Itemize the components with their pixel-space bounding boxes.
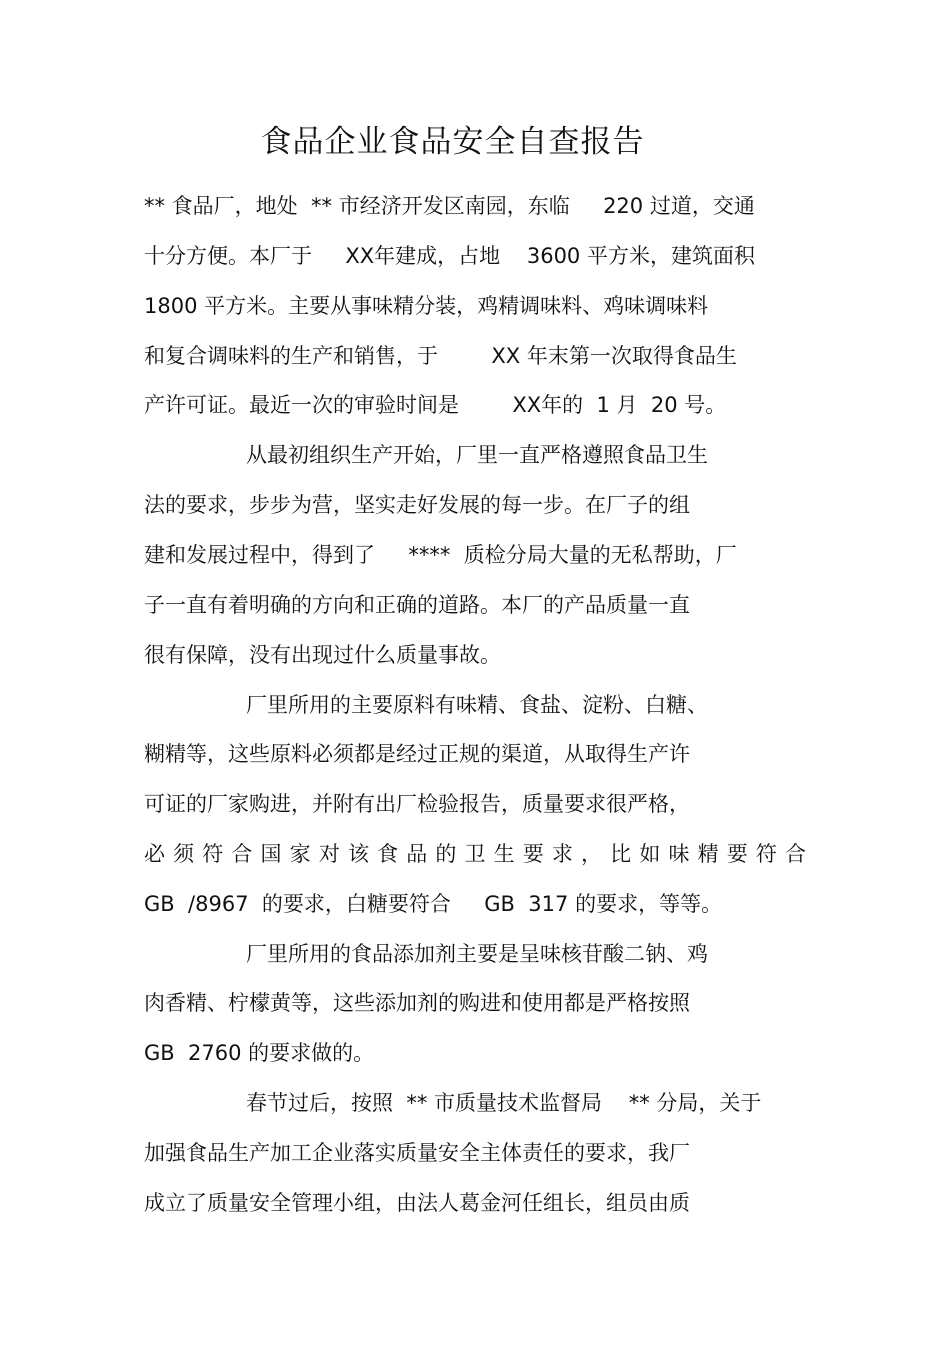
- paragraph-5-line-1: 春节过后，按照 ** 市质量技术监督局 ** 分局，关于: [246, 1091, 762, 1115]
- paragraph-4-line-3: GB 2760 的要求做的。: [144, 1041, 375, 1065]
- paragraph-3-line-4: 必须符合国家对该食品的卫生要求，比如味精要符合: [144, 842, 806, 866]
- paragraph-2-line-1: 从最初组织生产开始，厂里一直严格遵照食品卫生: [246, 443, 708, 467]
- paragraph-5-line-3: 成立了质量安全管理小组，由法人葛金河任组长，组员由质: [144, 1191, 690, 1215]
- paragraph-3-line-2: 糊精等，这些原料必须都是经过正规的渠道，从取得生产许: [144, 742, 690, 766]
- paragraph-1-line-5: 产许可证。最近一次的审验时间是 XX年的 1 月 20 号。: [144, 393, 727, 417]
- paragraph-1-line-3: 1800 平方米。主要从事味精分装，鸡精调味料、鸡味调味料: [144, 294, 709, 318]
- paragraph-1-line-2: 十分方便。本厂于 XX年建成，占地 3600 平方米，建筑面积: [144, 244, 755, 268]
- paragraph-3-line-1: 厂里所用的主要原料有味精、食盐、淀粉、白糖、: [246, 693, 708, 717]
- paragraph-3-line-5: GB /8967 的要求，白糖要符合 GB 317 的要求，等等。: [144, 892, 723, 916]
- document-title: 食品企业食品安全自查报告: [260, 124, 645, 160]
- paragraph-2-line-2: 法的要求，步步为营，坚实走好发展的每一步。在厂子的组: [144, 493, 690, 517]
- paragraph-2-line-3: 建和发展过程中，得到了 **** 质检分局大量的无私帮助，厂: [144, 543, 737, 567]
- paragraph-1-line-4: 和复合调味料的生产和销售，于 XX 年末第一次取得食品生: [144, 344, 737, 368]
- paragraph-1-line-1: ** 食品厂，地处 ** 市经济开发区南园，东临 220 过道，交通: [144, 194, 755, 218]
- paragraph-5-line-2: 加强食品生产加工企业落实质量安全主体责任的要求，我厂: [144, 1141, 690, 1165]
- paragraph-3-line-3: 可证的厂家购进，并附有出厂检验报告，质量要求很严格，: [144, 792, 690, 816]
- paragraph-2-line-5: 很有保障，没有出现过什么质量事故。: [144, 643, 501, 667]
- paragraph-4-line-1: 厂里所用的食品添加剂主要是呈味核苷酸二钠、鸡: [246, 942, 708, 966]
- paragraph-2-line-4: 子一直有着明确的方向和正确的道路。本厂的产品质量一直: [144, 593, 690, 617]
- paragraph-4-line-2: 肉香精、柠檬黄等，这些添加剂的购进和使用都是严格按照: [144, 991, 690, 1015]
